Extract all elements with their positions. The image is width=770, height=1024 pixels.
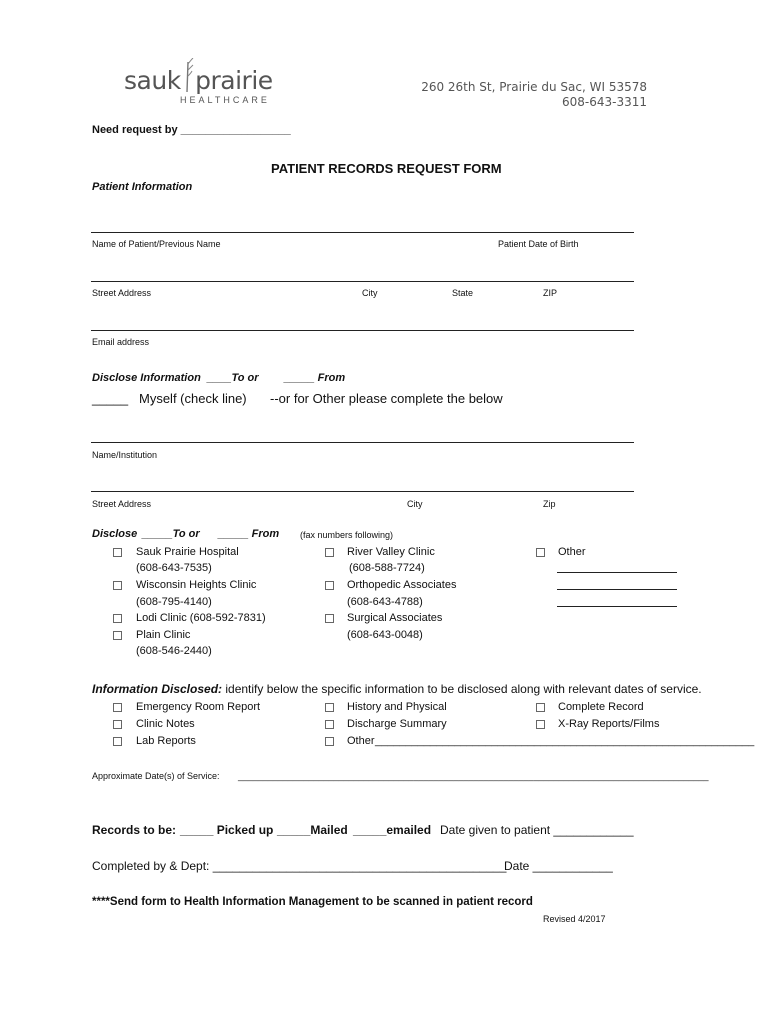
lab-reports-label: Lab Reports (136, 735, 196, 747)
name-institution-line[interactable] (91, 442, 634, 443)
surgical-associates-name: Surgical Associates (347, 612, 443, 624)
patient-zip-label: ZIP (543, 288, 558, 298)
checkbox-orthopedic-associates[interactable] (325, 581, 334, 590)
river-valley-clinic-name: River Valley Clinic (347, 546, 435, 558)
fax-note: (fax numbers following) (300, 530, 394, 540)
need-request-by[interactable]: Need request by __________________ (92, 124, 291, 136)
institution-street-line[interactable] (91, 491, 634, 492)
checkbox-complete-record[interactable] (536, 703, 545, 712)
checkbox-river-valley-clinic[interactable] (325, 548, 334, 557)
approx-dates-line[interactable]: ______________________________________________________________________________________________ (238, 771, 709, 781)
myself-label: Myself (check line) (139, 391, 247, 406)
patient-dob-label: Patient Date of Birth (498, 239, 579, 249)
patient-name-label: Name of Patient/Previous Name (92, 239, 221, 249)
other-info-label: Other (347, 735, 375, 747)
river-valley-clinic-phone: (608-588-7724) (349, 562, 425, 574)
header-address: 260 26th St, Prairie du Sac, WI 53578 (421, 80, 647, 94)
records-mailed[interactable]: _____Mailed (277, 823, 348, 837)
institution-zip-label: Zip (543, 499, 556, 509)
patient-street-label: Street Address (92, 288, 152, 298)
logo-subtitle: HEALTHCARE (180, 95, 270, 105)
info-disclosed-heading: Information Disclosed: (92, 682, 223, 696)
checkbox-lodi-clinic[interactable] (113, 614, 122, 623)
surgical-associates-phone: (608-643-0048) (347, 629, 423, 641)
institution-street-label: Street Address (92, 499, 152, 509)
checkbox-sauk-prairie-hospital[interactable] (113, 548, 122, 557)
checkbox-clinic-notes[interactable] (113, 720, 122, 729)
header-phone: 608-643-3311 (561, 95, 647, 109)
disclose-info-heading: Disclose Information (92, 372, 201, 384)
checkbox-history-and-physical[interactable] (325, 703, 334, 712)
date-given-to-patient[interactable]: Date given to patient ____________ (440, 823, 634, 837)
checkbox-surgical-associates[interactable] (325, 614, 334, 623)
completed-by-dept[interactable]: Completed by & Dept: ____________________________________________ (92, 859, 507, 873)
logo-text-sauk: sauk (124, 66, 181, 95)
records-picked-up[interactable]: _____ Picked up (180, 823, 274, 837)
patient-email-label: Email address (92, 337, 150, 347)
wisconsin-heights-clinic-name: Wisconsin Heights Clinic (136, 579, 257, 591)
disclose-heading: Disclose (92, 528, 138, 540)
info-disclosed-text: identify below the specific information to be disclosed along with relevant dates of service. (225, 682, 702, 696)
checkbox-plain-clinic[interactable] (113, 631, 122, 640)
info-disclosed-row (92, 682, 702, 696)
approx-dates-label: Approximate Date(s) of Service: (92, 771, 220, 781)
checkbox-lab-reports[interactable] (113, 737, 122, 746)
checkbox-emergency-room-report[interactable] (113, 703, 122, 712)
patient-name-line[interactable] (91, 232, 634, 233)
plain-clinic-name: Plain Clinic (136, 629, 191, 641)
disclose-info-from[interactable]: _____ From (284, 372, 346, 384)
send-note: ****Send form to Health Information Management to be scanned in patient record (92, 896, 533, 908)
wisconsin-heights-clinic-phone: (608-795-4140) (136, 596, 212, 608)
checkbox-discharge-summary[interactable] (325, 720, 334, 729)
disclose-from[interactable]: _____ From (218, 528, 280, 540)
logo (124, 66, 273, 95)
sauk-prairie-hospital-name: Sauk Prairie Hospital (136, 546, 239, 558)
emergency-room-report-label: Emergency Room Report (136, 701, 261, 713)
completed-date[interactable]: Date ____________ (504, 859, 613, 873)
records-to-be-label: Records to be: (92, 823, 177, 837)
myself-blank[interactable]: _____ (92, 391, 129, 406)
history-and-physical-label: History and Physical (347, 701, 447, 713)
form-title: PATIENT RECORDS REQUEST FORM (271, 161, 502, 176)
other-provider-line-2[interactable] (557, 589, 677, 590)
other-complete-label: --or for Other please complete the below (270, 391, 503, 406)
patient-state-label: State (452, 288, 474, 298)
xray-reports-label: X-Ray Reports/Films (558, 718, 660, 730)
checkbox-other-provider[interactable] (536, 548, 545, 557)
lodi-clinic-name: Lodi Clinic (608-592-7831) (136, 612, 266, 624)
records-emailed[interactable]: _____emailed (353, 823, 432, 837)
checkbox-wisconsin-heights-clinic[interactable] (113, 581, 122, 590)
disclose-to[interactable]: _____To or (142, 528, 200, 540)
plain-clinic-phone: (608-546-2440) (136, 645, 212, 657)
discharge-summary-label: Discharge Summary (347, 718, 447, 730)
patient-info-heading: Patient Information (92, 181, 193, 193)
checkbox-xray-reports[interactable] (536, 720, 545, 729)
orthopedic-associates-name: Orthopedic Associates (347, 579, 457, 591)
checkbox-other-info[interactable] (325, 737, 334, 746)
patient-street-line[interactable] (91, 281, 634, 282)
patient-email-line[interactable] (91, 330, 634, 331)
clinic-notes-label: Clinic Notes (136, 718, 195, 730)
name-institution-label: Name/Institution (92, 450, 158, 460)
wheat-icon (180, 58, 194, 92)
patient-city-label: City (362, 288, 378, 298)
other-provider-label: Other (558, 546, 586, 558)
institution-city-label: City (407, 499, 423, 509)
revised-date: Revised 4/2017 (543, 914, 606, 924)
logo-text-prairie: prairie (195, 66, 273, 95)
orthopedic-associates-phone: (608-643-4788) (347, 596, 423, 608)
disclose-info-to[interactable]: ____To or (207, 372, 259, 384)
other-provider-line-3[interactable] (557, 606, 677, 607)
other-provider-line-1[interactable] (557, 572, 677, 573)
complete-record-label: Complete Record (558, 701, 644, 713)
other-info-line[interactable]: ______________________________________________________________ (375, 735, 755, 747)
sauk-prairie-hospital-phone: (608-643-7535) (136, 562, 212, 574)
